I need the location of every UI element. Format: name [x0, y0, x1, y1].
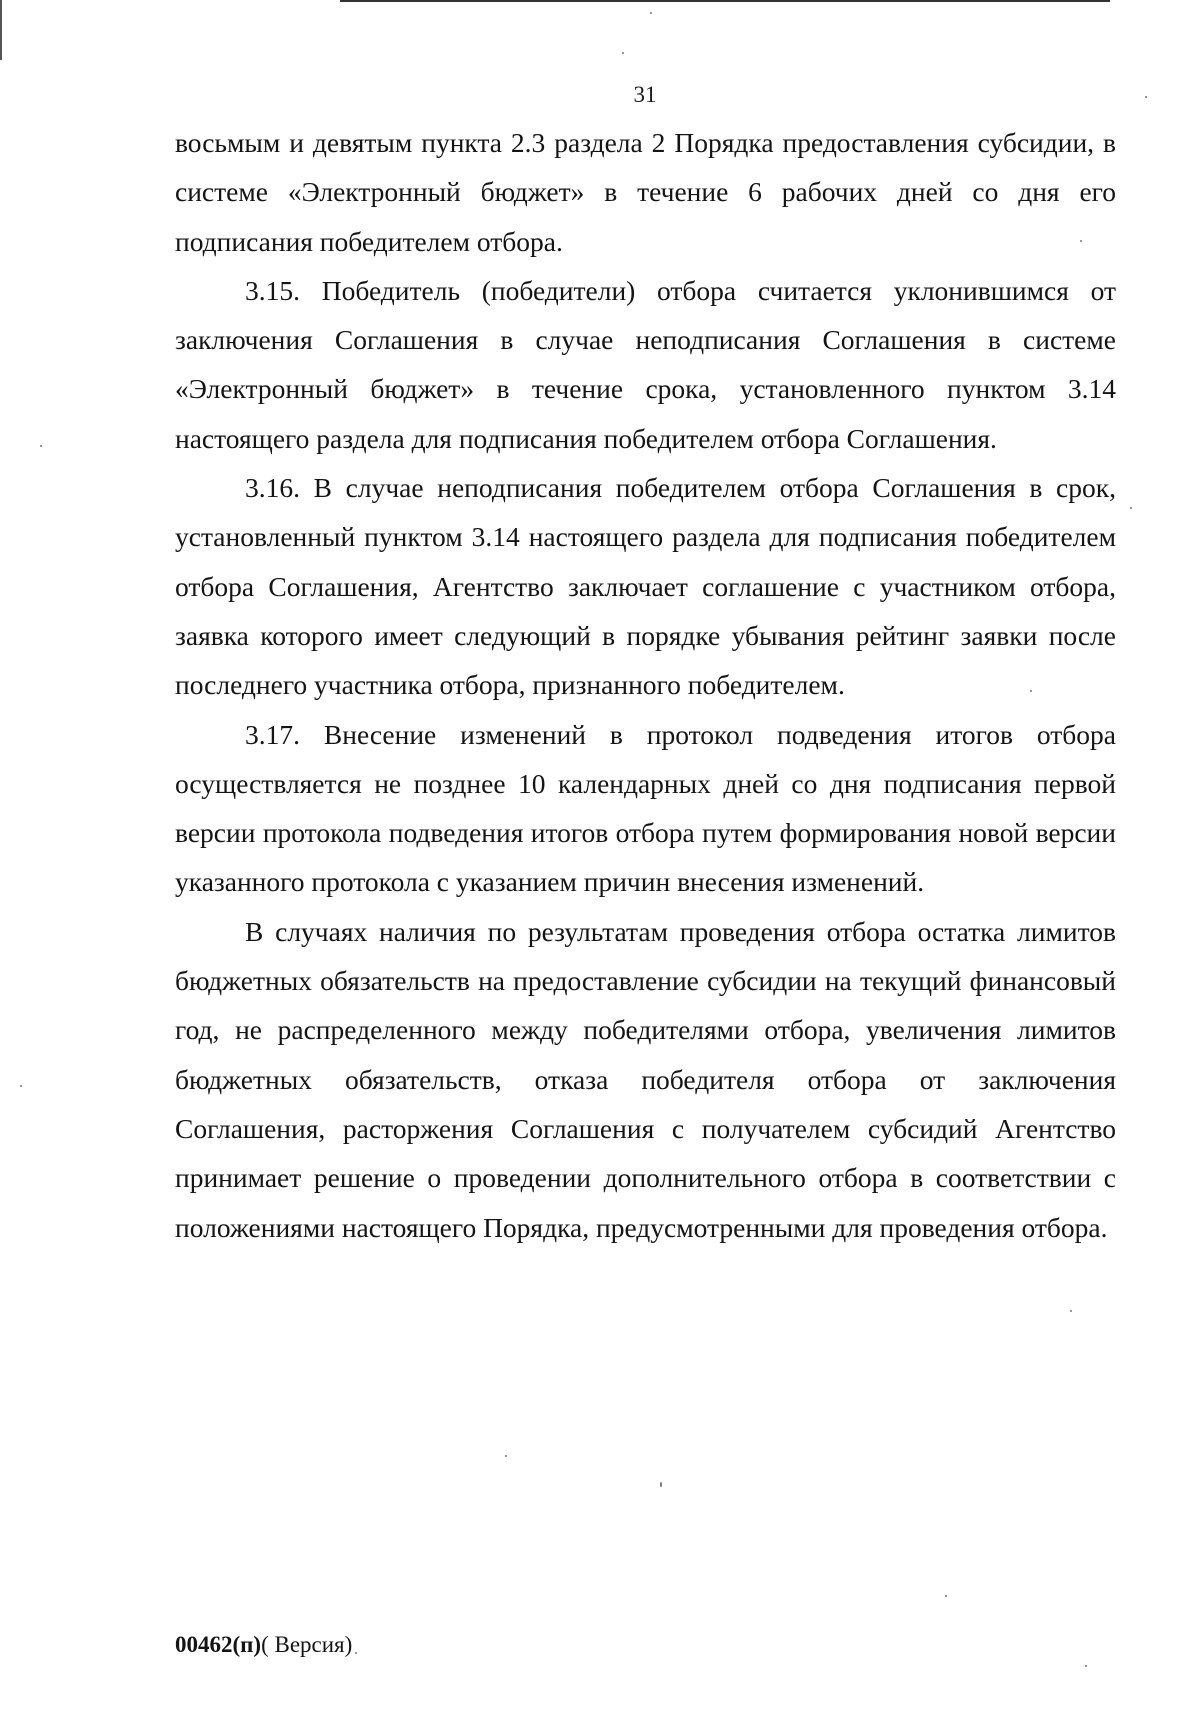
- scan-speck: [505, 1455, 507, 1457]
- scan-speck: [1070, 1310, 1072, 1312]
- paragraph-3-15: 3.15. Победитель (победители) отбора считается уклонившимся от заключения Соглашения в случае неподписания Соглашения в системе «Электронный бюджет» в течение срока, установленного пунктом 3.14 настоящего раздела для подписания победителем отбора Соглашения.: [175, 274, 1116, 454]
- document-body: [175, 118, 1116, 1252]
- paragraph-3-16: 3.16. В случае неподписания победителем отбора Соглашения в срок, установленный пунктом 3.14 настоящего раздела для подписания победителем отбора Соглашения, Агентство заключает соглашение с участником отбора, заявка которого имеет следующий в порядке убывания рейтинг заявки после последнего участника отбора, признанного победителем.: [175, 472, 1116, 701]
- scan-speck: [1085, 1665, 1087, 1667]
- scan-top-rule: [340, 0, 1110, 2]
- page-number: 31: [633, 82, 657, 107]
- footer-document-code: [175, 1632, 352, 1658]
- scan-speck: [945, 1595, 947, 1597]
- scan-speck: [1080, 240, 1082, 242]
- scan-left-edge: [0, 0, 2, 60]
- scan-speck: [650, 12, 652, 14]
- footer-version-label: ( Версия): [261, 1632, 353, 1657]
- scan-speck: [40, 445, 42, 447]
- paragraph-additional-selection: В случаях наличия по результатам проведения отбора остатка лимитов бюджетных обязательств на предоставление субсидии на текущий финансовый год, не распределенного между победителями отбора, увеличения лимитов бюджетных обязательств, отказа победителя отбора от заключения Соглашения, расторжения Соглашения с получателем субсидий Агентство принимает решение о проведении дополнительного отбора в соответствии с положениями настоящего Порядка, предусмотренными для проведения отбора.: [175, 915, 1116, 1243]
- scan-speck: [355, 1652, 357, 1654]
- footer-code-number: 00462(п): [175, 1632, 262, 1657]
- paragraph-continuation: восьмым и девятым пункта 2.3 раздела 2 Порядка предоставления субсидии, в системе «Электронный бюджет» в течение 6 рабочих дней со дня его подписания победителем отбора.: [175, 127, 1116, 257]
- scan-speck: [20, 1085, 22, 1087]
- scan-speck: [1145, 96, 1147, 98]
- scan-speck: [660, 1482, 662, 1487]
- scan-speck: [622, 52, 624, 54]
- paragraph-3-17: 3.17. Внесение изменений в протокол подведения итогов отбора осуществляется не позднее 10 календарных дней со дня подписания первой версии протокола подведения итогов отбора путем формирования новой версии указанного протокола с указанием причин внесения изменений.: [175, 718, 1116, 898]
- scan-speck: [1030, 690, 1032, 692]
- scan-speck: [1130, 507, 1132, 509]
